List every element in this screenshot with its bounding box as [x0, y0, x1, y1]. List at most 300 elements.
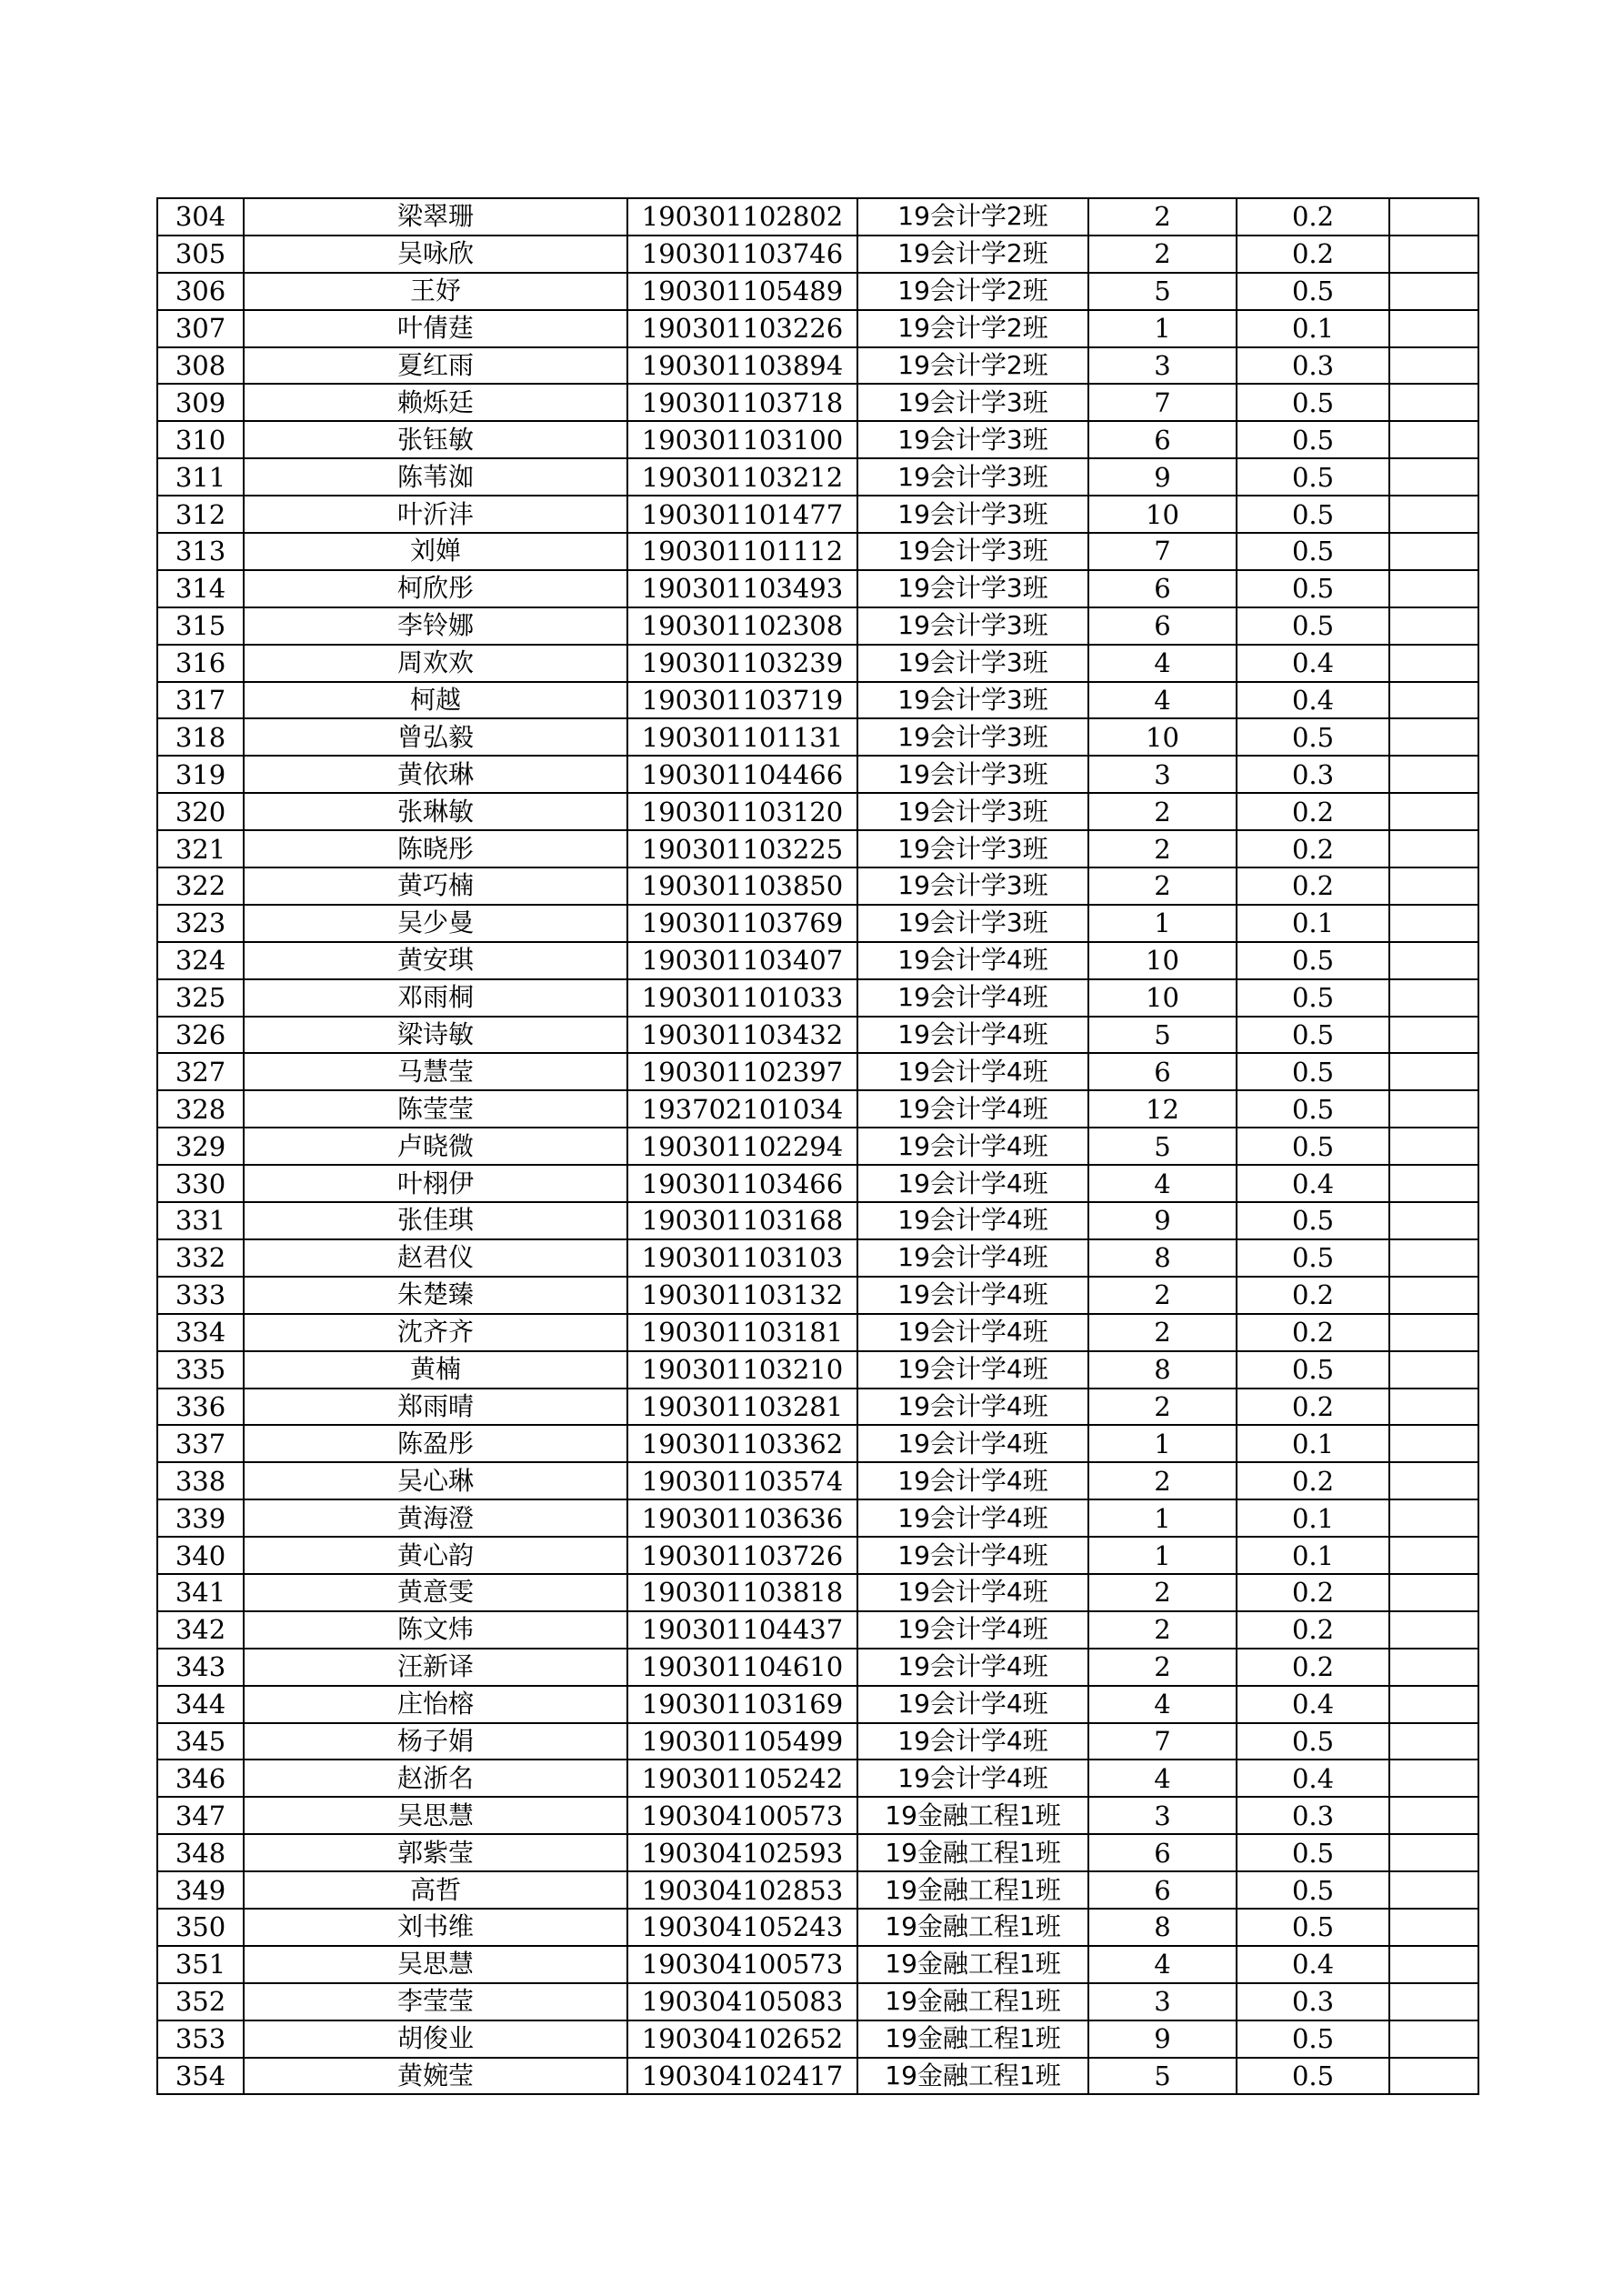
student-name-cell: 吴心琳 [244, 1462, 627, 1499]
count-cell: 6 [1088, 1871, 1237, 1909]
score-cell: 0.5 [1237, 1909, 1389, 1946]
count-cell: 6 [1088, 607, 1237, 645]
count-cell: 2 [1088, 867, 1237, 905]
count-cell: 7 [1088, 1723, 1237, 1760]
student-name-cell: 朱楚臻 [244, 1277, 627, 1314]
class-name-cell: 19会计学4班 [857, 1351, 1088, 1389]
class-name-cell: 19会计学3班 [857, 384, 1088, 421]
row-number-cell: 310 [157, 421, 244, 458]
student-id-cell: 190304105243 [627, 1909, 857, 1946]
class-name-cell: 19会计学2班 [857, 310, 1088, 347]
table-row [157, 310, 1478, 347]
student-id-cell: 190301103636 [627, 1499, 857, 1537]
row-number-cell: 326 [157, 1017, 244, 1054]
student-id-cell: 190301103746 [627, 236, 857, 273]
row-number-cell: 307 [157, 310, 244, 347]
table-row [157, 1499, 1478, 1537]
student-name-cell: 赵浙名 [244, 1760, 627, 1797]
count-cell: 4 [1088, 1686, 1237, 1723]
row-number-cell: 308 [157, 347, 244, 385]
table-row [157, 979, 1478, 1017]
student-name-cell: 刘婵 [244, 533, 627, 570]
score-cell: 0.1 [1237, 310, 1389, 347]
student-id-cell: 190301103726 [627, 1537, 857, 1574]
class-name-cell: 19会计学4班 [857, 1760, 1088, 1797]
score-cell: 0.4 [1237, 682, 1389, 719]
count-cell: 4 [1088, 1165, 1237, 1202]
table-row [157, 1797, 1478, 1834]
student-name-cell: 卢晓微 [244, 1128, 627, 1165]
count-cell: 1 [1088, 1425, 1237, 1462]
score-cell: 0.1 [1237, 1499, 1389, 1537]
note-cell [1389, 347, 1478, 385]
student-name-cell: 马慧莹 [244, 1053, 627, 1090]
score-cell: 0.5 [1237, 2058, 1389, 2095]
row-number-cell: 306 [157, 273, 244, 310]
score-cell: 0.5 [1237, 2020, 1389, 2058]
note-cell [1389, 496, 1478, 533]
row-number-cell: 340 [157, 1537, 244, 1574]
table-row [157, 867, 1478, 905]
table-row [157, 1314, 1478, 1351]
note-cell [1389, 682, 1478, 719]
table-row [157, 236, 1478, 273]
count-cell: 10 [1088, 942, 1237, 979]
note-cell [1389, 1649, 1478, 1686]
class-name-cell: 19会计学4班 [857, 1017, 1088, 1054]
table-row [157, 458, 1478, 496]
count-cell: 4 [1088, 682, 1237, 719]
student-name-cell: 陈晓彤 [244, 830, 627, 867]
score-cell: 0.5 [1237, 718, 1389, 756]
table-row [157, 1017, 1478, 1054]
count-cell: 10 [1088, 979, 1237, 1017]
note-cell [1389, 1351, 1478, 1389]
class-name-cell: 19金融工程1班 [857, 1871, 1088, 1909]
row-number-cell: 350 [157, 1909, 244, 1946]
count-cell: 2 [1088, 1611, 1237, 1649]
score-cell: 0.4 [1237, 645, 1389, 682]
class-name-cell: 19会计学4班 [857, 1202, 1088, 1239]
student-id-cell: 190304102853 [627, 1871, 857, 1909]
count-cell: 2 [1088, 1574, 1237, 1611]
score-cell: 0.3 [1237, 1983, 1389, 2020]
count-cell: 5 [1088, 2058, 1237, 2095]
student-name-cell: 黄意雯 [244, 1574, 627, 1611]
note-cell [1389, 2020, 1478, 2058]
student-name-cell: 张钰敏 [244, 421, 627, 458]
student-name-cell: 柯欣彤 [244, 570, 627, 607]
count-cell: 2 [1088, 1389, 1237, 1426]
row-number-cell: 354 [157, 2058, 244, 2095]
count-cell: 3 [1088, 1983, 1237, 2020]
table-row [157, 1611, 1478, 1649]
count-cell: 4 [1088, 1946, 1237, 1983]
student-name-cell: 张佳琪 [244, 1202, 627, 1239]
count-cell: 2 [1088, 793, 1237, 830]
row-number-cell: 339 [157, 1499, 244, 1537]
student-name-cell: 黄心韵 [244, 1537, 627, 1574]
row-number-cell: 353 [157, 2020, 244, 2058]
table-row [157, 1239, 1478, 1277]
student-id-cell: 190301103894 [627, 347, 857, 385]
class-name-cell: 19会计学4班 [857, 1389, 1088, 1426]
score-cell: 0.2 [1237, 1389, 1389, 1426]
note-cell [1389, 1277, 1478, 1314]
count-cell: 6 [1088, 570, 1237, 607]
student-name-cell: 胡俊业 [244, 2020, 627, 2058]
row-number-cell: 347 [157, 1797, 244, 1834]
student-id-cell: 190304102417 [627, 2058, 857, 2095]
count-cell: 6 [1088, 1834, 1237, 1871]
class-name-cell: 19会计学3班 [857, 756, 1088, 793]
class-name-cell: 19会计学4班 [857, 1277, 1088, 1314]
score-cell: 0.2 [1237, 1574, 1389, 1611]
note-cell [1389, 1797, 1478, 1834]
class-name-cell: 19会计学3班 [857, 533, 1088, 570]
score-cell: 0.2 [1237, 198, 1389, 236]
note-cell [1389, 1871, 1478, 1909]
student-name-cell: 陈文炜 [244, 1611, 627, 1649]
note-cell [1389, 236, 1478, 273]
row-number-cell: 328 [157, 1090, 244, 1128]
count-cell: 8 [1088, 1909, 1237, 1946]
class-name-cell: 19会计学4班 [857, 1314, 1088, 1351]
note-cell [1389, 273, 1478, 310]
table-row [157, 384, 1478, 421]
score-cell: 0.1 [1237, 1425, 1389, 1462]
score-cell: 0.2 [1237, 830, 1389, 867]
student-id-cell: 190301103719 [627, 682, 857, 719]
note-cell [1389, 1314, 1478, 1351]
count-cell: 3 [1088, 756, 1237, 793]
student-id-cell: 190301102308 [627, 607, 857, 645]
row-number-cell: 317 [157, 682, 244, 719]
class-name-cell: 19金融工程1班 [857, 2058, 1088, 2095]
student-id-cell: 190301105242 [627, 1760, 857, 1797]
score-cell: 0.5 [1237, 1239, 1389, 1277]
row-number-cell: 331 [157, 1202, 244, 1239]
note-cell [1389, 979, 1478, 1017]
class-name-cell: 19金融工程1班 [857, 1983, 1088, 2020]
student-id-cell: 190301101477 [627, 496, 857, 533]
score-cell: 0.5 [1237, 1128, 1389, 1165]
student-id-cell: 190301103718 [627, 384, 857, 421]
note-cell [1389, 1909, 1478, 1946]
student-name-cell: 刘书维 [244, 1909, 627, 1946]
row-number-cell: 344 [157, 1686, 244, 1723]
student-name-cell: 赵君仪 [244, 1239, 627, 1277]
table-row [157, 273, 1478, 310]
student-name-cell: 曾弘毅 [244, 718, 627, 756]
student-name-cell: 吴少曼 [244, 905, 627, 942]
row-number-cell: 321 [157, 830, 244, 867]
class-name-cell: 19会计学4班 [857, 1649, 1088, 1686]
note-cell [1389, 756, 1478, 793]
class-name-cell: 19会计学3班 [857, 830, 1088, 867]
student-id-cell: 190301103362 [627, 1425, 857, 1462]
student-name-cell: 黄安琪 [244, 942, 627, 979]
student-name-cell: 黄海澄 [244, 1499, 627, 1537]
table-row [157, 2058, 1478, 2095]
table-row [157, 1351, 1478, 1389]
class-name-cell: 19会计学4班 [857, 1723, 1088, 1760]
student-id-cell: 190301103574 [627, 1462, 857, 1499]
score-cell: 0.5 [1237, 384, 1389, 421]
student-id-cell: 190301103210 [627, 1351, 857, 1389]
score-cell: 0.4 [1237, 1760, 1389, 1797]
student-name-cell: 沈齐齐 [244, 1314, 627, 1351]
class-name-cell: 19会计学3班 [857, 718, 1088, 756]
table-row [157, 1090, 1478, 1128]
note-cell [1389, 1202, 1478, 1239]
table-row [157, 793, 1478, 830]
class-name-cell: 19会计学4班 [857, 942, 1088, 979]
row-number-cell: 316 [157, 645, 244, 682]
table-row [157, 942, 1478, 979]
count-cell: 4 [1088, 1760, 1237, 1797]
row-number-cell: 352 [157, 1983, 244, 2020]
class-name-cell: 19会计学3班 [857, 867, 1088, 905]
student-name-cell: 梁翠珊 [244, 198, 627, 236]
count-cell: 1 [1088, 1537, 1237, 1574]
table-row [157, 1686, 1478, 1723]
note-cell [1389, 1686, 1478, 1723]
student-name-cell: 黄楠 [244, 1351, 627, 1389]
score-cell: 0.5 [1237, 1053, 1389, 1090]
count-cell: 2 [1088, 1649, 1237, 1686]
note-cell [1389, 1611, 1478, 1649]
score-cell: 0.3 [1237, 756, 1389, 793]
count-cell: 5 [1088, 1128, 1237, 1165]
count-cell: 2 [1088, 236, 1237, 273]
table-row [157, 1389, 1478, 1426]
note-cell [1389, 645, 1478, 682]
note-cell [1389, 1537, 1478, 1574]
score-cell: 0.5 [1237, 1017, 1389, 1054]
note-cell [1389, 718, 1478, 756]
score-cell: 0.1 [1237, 905, 1389, 942]
count-cell: 8 [1088, 1239, 1237, 1277]
note-cell [1389, 905, 1478, 942]
class-name-cell: 19会计学4班 [857, 1239, 1088, 1277]
row-number-cell: 313 [157, 533, 244, 570]
note-cell [1389, 1574, 1478, 1611]
student-name-cell: 郭紫莹 [244, 1834, 627, 1871]
student-name-cell: 吴思慧 [244, 1797, 627, 1834]
class-name-cell: 19会计学3班 [857, 645, 1088, 682]
row-number-cell: 312 [157, 496, 244, 533]
student-name-cell: 杨子娟 [244, 1723, 627, 1760]
row-number-cell: 345 [157, 1723, 244, 1760]
row-number-cell: 329 [157, 1128, 244, 1165]
score-cell: 0.2 [1237, 867, 1389, 905]
student-id-cell: 190301104437 [627, 1611, 857, 1649]
score-cell: 0.5 [1237, 607, 1389, 645]
score-cell: 0.2 [1237, 1462, 1389, 1499]
table-row [157, 1053, 1478, 1090]
student-id-cell: 190304100573 [627, 1797, 857, 1834]
row-number-cell: 334 [157, 1314, 244, 1351]
row-number-cell: 325 [157, 979, 244, 1017]
count-cell: 8 [1088, 1351, 1237, 1389]
table-row [157, 1462, 1478, 1499]
student-id-cell: 190301103493 [627, 570, 857, 607]
score-cell: 0.2 [1237, 1314, 1389, 1351]
student-name-cell: 汪新译 [244, 1649, 627, 1686]
student-id-cell: 190301101033 [627, 979, 857, 1017]
class-name-cell: 19会计学3班 [857, 793, 1088, 830]
score-cell: 0.1 [1237, 1537, 1389, 1574]
row-number-cell: 315 [157, 607, 244, 645]
note-cell [1389, 1834, 1478, 1871]
note-cell [1389, 793, 1478, 830]
student-id-cell: 190301102802 [627, 198, 857, 236]
class-name-cell: 19会计学4班 [857, 1537, 1088, 1574]
row-number-cell: 351 [157, 1946, 244, 1983]
class-name-cell: 19金融工程1班 [857, 1797, 1088, 1834]
student-id-cell: 190301103225 [627, 830, 857, 867]
note-cell [1389, 1983, 1478, 2020]
student-id-cell: 190301103769 [627, 905, 857, 942]
score-cell: 0.2 [1237, 236, 1389, 273]
table-row [157, 1277, 1478, 1314]
table-row [157, 607, 1478, 645]
table-body [157, 198, 1478, 2094]
count-cell: 2 [1088, 1462, 1237, 1499]
score-cell: 0.3 [1237, 347, 1389, 385]
note-cell [1389, 1165, 1478, 1202]
student-id-cell: 190304105083 [627, 1983, 857, 2020]
class-name-cell: 19金融工程1班 [857, 1834, 1088, 1871]
count-cell: 2 [1088, 198, 1237, 236]
student-id-cell: 190301103181 [627, 1314, 857, 1351]
student-id-cell: 190304102593 [627, 1834, 857, 1871]
note-cell [1389, 458, 1478, 496]
note-cell [1389, 1090, 1478, 1128]
count-cell: 6 [1088, 421, 1237, 458]
count-cell: 9 [1088, 2020, 1237, 2058]
table-row [157, 198, 1478, 236]
count-cell: 9 [1088, 1202, 1237, 1239]
table-row [157, 2020, 1478, 2058]
table-row [157, 1871, 1478, 1909]
count-cell: 4 [1088, 645, 1237, 682]
count-cell: 5 [1088, 273, 1237, 310]
student-name-cell: 梁诗敏 [244, 1017, 627, 1054]
class-name-cell: 19金融工程1班 [857, 1946, 1088, 1983]
score-cell: 0.5 [1237, 570, 1389, 607]
row-number-cell: 343 [157, 1649, 244, 1686]
count-cell: 7 [1088, 384, 1237, 421]
score-cell: 0.5 [1237, 533, 1389, 570]
class-name-cell: 19会计学4班 [857, 1686, 1088, 1723]
row-number-cell: 319 [157, 756, 244, 793]
student-name-cell: 黄依琳 [244, 756, 627, 793]
row-number-cell: 305 [157, 236, 244, 273]
note-cell [1389, 1389, 1478, 1426]
note-cell [1389, 942, 1478, 979]
note-cell [1389, 867, 1478, 905]
row-number-cell: 320 [157, 793, 244, 830]
table-row [157, 1165, 1478, 1202]
student-id-cell: 193702101034 [627, 1090, 857, 1128]
class-name-cell: 19会计学4班 [857, 979, 1088, 1017]
table-row [157, 756, 1478, 793]
class-name-cell: 19会计学4班 [857, 1090, 1088, 1128]
student-id-cell: 190301103212 [627, 458, 857, 496]
row-number-cell: 346 [157, 1760, 244, 1797]
count-cell: 2 [1088, 830, 1237, 867]
table-row [157, 682, 1478, 719]
class-name-cell: 19会计学4班 [857, 1611, 1088, 1649]
table-row [157, 570, 1478, 607]
student-name-cell: 周欢欢 [244, 645, 627, 682]
row-number-cell: 318 [157, 718, 244, 756]
student-name-cell: 李莹莹 [244, 1983, 627, 2020]
student-name-cell: 张琳敏 [244, 793, 627, 830]
student-id-cell: 190301103132 [627, 1277, 857, 1314]
class-name-cell: 19会计学3班 [857, 607, 1088, 645]
student-name-cell: 陈莹莹 [244, 1090, 627, 1128]
table-row [157, 1425, 1478, 1462]
score-cell: 0.5 [1237, 273, 1389, 310]
class-name-cell: 19会计学2班 [857, 347, 1088, 385]
count-cell: 3 [1088, 347, 1237, 385]
class-name-cell: 19会计学2班 [857, 273, 1088, 310]
table-row [157, 1202, 1478, 1239]
student-id-cell: 190301103850 [627, 867, 857, 905]
score-cell: 0.2 [1237, 1277, 1389, 1314]
note-cell [1389, 2058, 1478, 2095]
class-name-cell: 19会计学3班 [857, 496, 1088, 533]
row-number-cell: 336 [157, 1389, 244, 1426]
note-cell [1389, 1017, 1478, 1054]
student-id-cell: 190301103281 [627, 1389, 857, 1426]
student-id-cell: 190301104610 [627, 1649, 857, 1686]
table-row [157, 533, 1478, 570]
count-cell: 12 [1088, 1090, 1237, 1128]
table-row [157, 1983, 1478, 2020]
student-id-cell: 190301101112 [627, 533, 857, 570]
row-number-cell: 323 [157, 905, 244, 942]
row-number-cell: 309 [157, 384, 244, 421]
row-number-cell: 322 [157, 867, 244, 905]
table-row [157, 645, 1478, 682]
student-id-cell: 190301103120 [627, 793, 857, 830]
student-name-cell: 庄怡榕 [244, 1686, 627, 1723]
student-id-cell: 190301103407 [627, 942, 857, 979]
note-cell [1389, 384, 1478, 421]
count-cell: 10 [1088, 496, 1237, 533]
student-id-cell: 190301101131 [627, 718, 857, 756]
row-number-cell: 330 [157, 1165, 244, 1202]
student-id-cell: 190301103168 [627, 1202, 857, 1239]
student-id-cell: 190301103169 [627, 1686, 857, 1723]
table-row [157, 1760, 1478, 1797]
student-name-cell: 吴咏欣 [244, 236, 627, 273]
score-cell: 0.5 [1237, 1351, 1389, 1389]
count-cell: 10 [1088, 718, 1237, 756]
note-cell [1389, 198, 1478, 236]
class-name-cell: 19会计学4班 [857, 1165, 1088, 1202]
student-id-cell: 190301104466 [627, 756, 857, 793]
class-name-cell: 19会计学4班 [857, 1425, 1088, 1462]
student-name-cell: 叶栩伊 [244, 1165, 627, 1202]
student-id-cell: 190301102294 [627, 1128, 857, 1165]
count-cell: 1 [1088, 310, 1237, 347]
table-row [157, 347, 1478, 385]
